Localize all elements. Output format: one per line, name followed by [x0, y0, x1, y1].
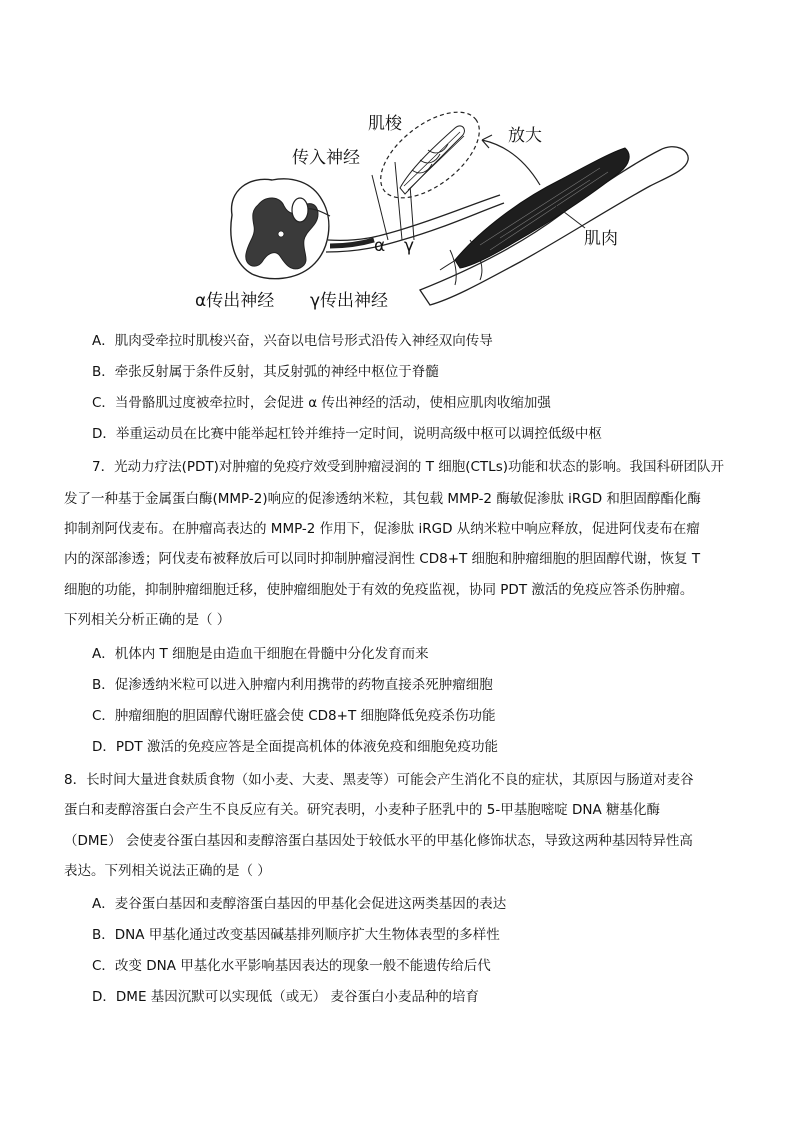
- arm-bones: [420, 147, 688, 305]
- q7-stem-line: 下列相关分析正确的是（ ）: [64, 612, 231, 628]
- q7-stem-line: 发了一种基于金属蛋白酶(MMP-2)响应的促渗透纳米粒，其包载 MMP-2 酶敏促渗肽 iRGD 和胆固醇酯化酶: [64, 491, 701, 507]
- q8-stem-line: 8．长时间大量进食麸质食物（如小麦、大麦、黑麦等）可能会产生消化不良的症状，其原因与肠道对麦谷: [64, 772, 694, 788]
- q8-option-b[interactable]: B．DNA 甲基化通过改变基因碱基排列顺序扩大生物体表型的多样性: [92, 927, 500, 943]
- q7-stem-line: 细胞的功能，抑制肿瘤细胞迁移，使肿瘤细胞处于有效的免疫监视，协同 PDT 激活的免疫应答杀伤肿瘤。: [64, 582, 694, 598]
- q7-option-c[interactable]: C．肿瘤细胞的胆固醇代谢旺盛会使 CD8+T 细胞降低免疫杀伤功能: [92, 708, 496, 724]
- q6-option-b[interactable]: B．牵张反射属于条件反射，其反射弧的神经中枢位于脊髓: [92, 364, 439, 380]
- q7-option-a[interactable]: A．机体内 T 细胞是由造血干细胞在骨髓中分化发育而来: [92, 646, 429, 662]
- q7-stem-line: 抑制剂阿伐麦布。在肿瘤高表达的 MMP-2 作用下，促渗肽 iRGD 从纳米粒中响应释放，促进阿伐麦布在瘤: [64, 521, 700, 537]
- q8-option-d[interactable]: D．DME 基因沉默可以实现低（或无） 麦谷蛋白小麦品种的培育: [92, 989, 480, 1005]
- label-spindle: 肌梭: [368, 114, 402, 134]
- ganglion: [292, 198, 308, 222]
- label-gamma-efferent: γ传出神经: [310, 291, 389, 311]
- q8-option-a[interactable]: A．麦谷蛋白基因和麦醇溶蛋白基因的甲基化会促进这两类基因的表达: [92, 896, 507, 912]
- q7-option-b[interactable]: B．促渗透纳米粒可以进入肿瘤内利用携带的药物直接杀死肿瘤细胞: [92, 677, 493, 693]
- label-alpha-efferent: α传出神经: [195, 291, 275, 311]
- magnify-arrow: [482, 140, 540, 185]
- q6-option-d[interactable]: D．举重运动员在比赛中能举起杠铃并维持一定时间，说明高级中枢可以调控低级中枢: [92, 426, 602, 442]
- q6-option-c[interactable]: C．当骨骼肌过度被牵拉时，会促进 α 传出神经的活动，使相应肌肉收缩加强: [92, 395, 551, 411]
- reflex-diagram: [0, 0, 794, 325]
- label-afferent-nerve: 传入神经: [292, 148, 360, 168]
- q8-stem-line: 表达。下列相关说法正确的是（ ）: [64, 863, 271, 879]
- label-muscle: 肌肉: [584, 229, 618, 249]
- q7-stem-line: 内的深部渗透；阿伐麦布被释放后可以同时抑制肿瘤浸润性 CD8+T 细胞和肿瘤细胞的胆固醇代谢，恢复 T: [64, 551, 701, 567]
- q8-stem-line: 蛋白和麦醇溶蛋白会产生不良反应有关。研究表明，小麦种子胚乳中的 5-甲基胞嘧啶 DNA 糖基化酶: [64, 802, 661, 818]
- reflex-diagram-drawing: [0, 0, 794, 325]
- spinal-cord: [231, 179, 330, 279]
- q8-stem-line: （DME） 会使麦谷蛋白基因和麦醇溶蛋白基因处于较低水平的甲基化修饰状态，导致这两种基因特异性高: [64, 833, 693, 849]
- q7-stem-line: 7．光动力疗法(PDT)对肿瘤的免疫疗效受到肿瘤浸润的 T 细胞(CTLs)功能和状态的影响。我国科研团队开: [92, 459, 724, 475]
- q7-option-d[interactable]: D．PDT 激活的免疫应答是全面提高机体的体液免疫和细胞免疫功能: [92, 739, 498, 755]
- q8-option-c[interactable]: C．改变 DNA 甲基化水平影响基因表达的现象一般不能遗传给后代: [92, 958, 491, 974]
- q6-option-a[interactable]: A．肌肉受牵拉时肌梭兴奋，兴奋以电信号形式沿传入神经双向传导: [92, 333, 493, 349]
- label-gamma: γ: [404, 236, 415, 256]
- label-alpha: α: [374, 236, 386, 256]
- label-magnify: 放大: [508, 126, 542, 146]
